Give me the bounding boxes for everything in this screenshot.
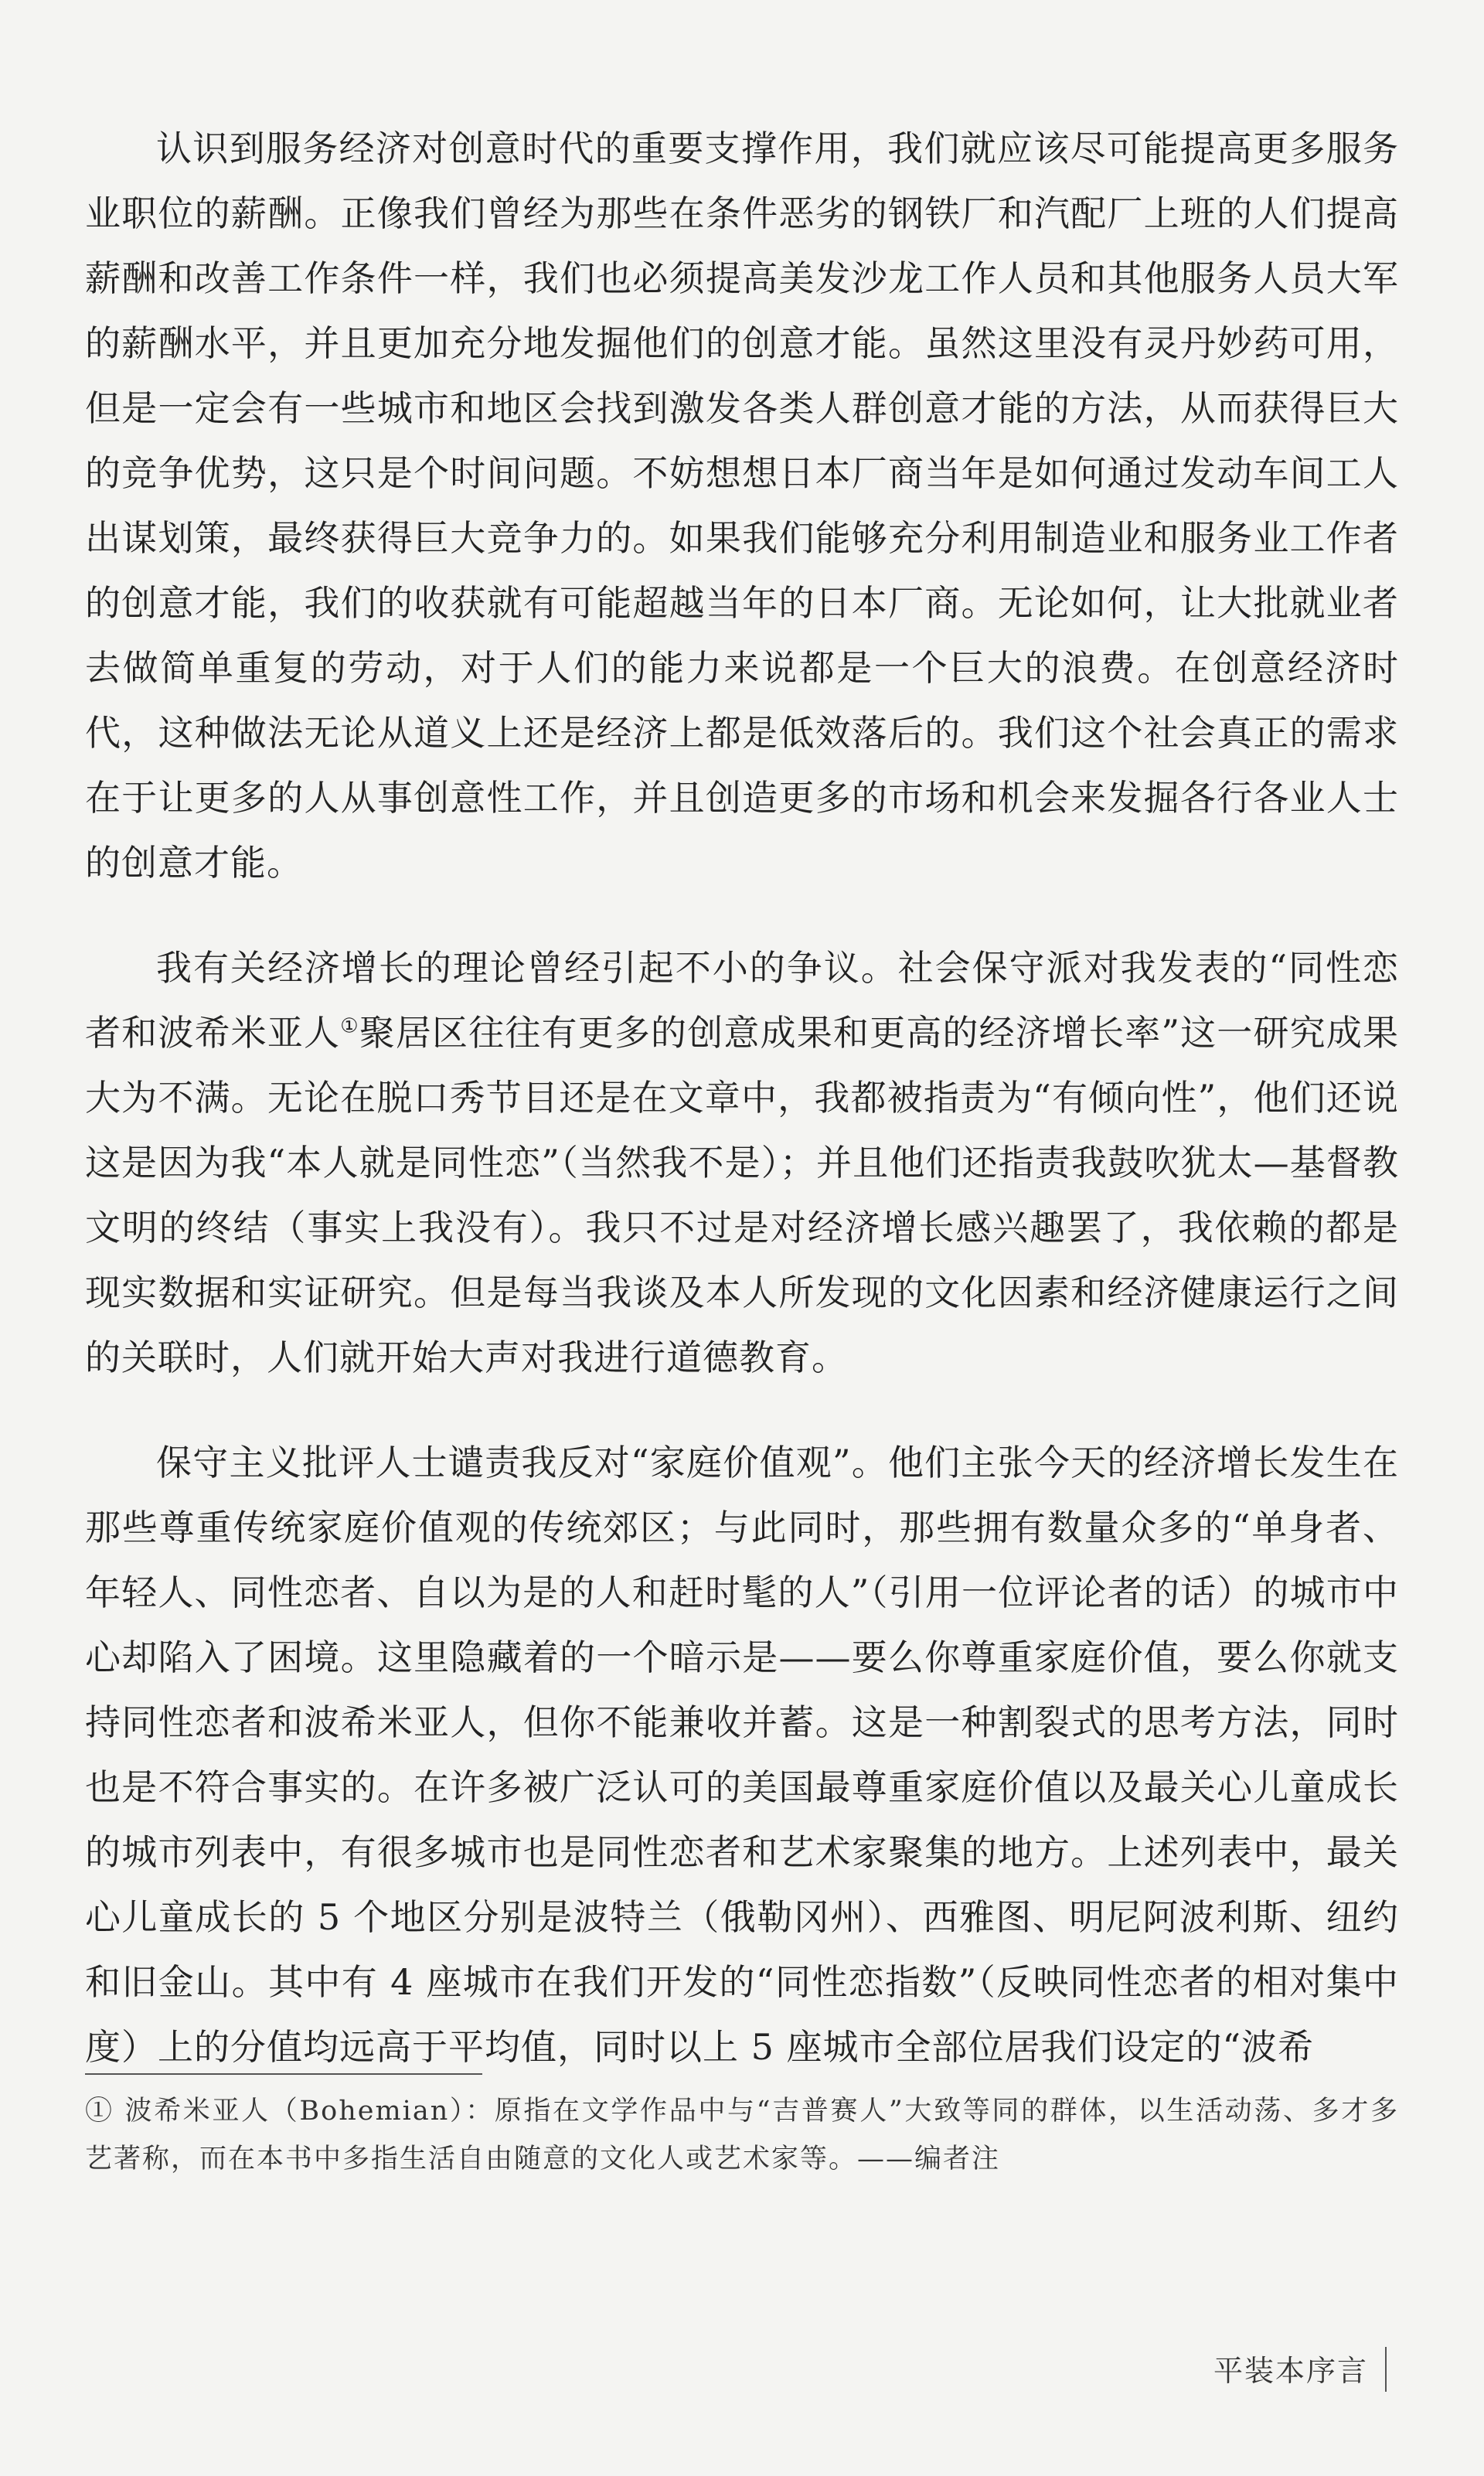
paragraph-2-part-1: 我有关经济增长的理论曾经引起不小的争议。社会保守派对我发表的“同性恋者和波希米亚人 bbox=[85, 947, 1399, 1054]
footnote-divider bbox=[85, 2073, 482, 2075]
footnote-text: 波希米亚人（Bohemian）：原指在文学作品中与“吉普赛人”大致等同的群体，以生活动荡、多才多艺著称，而在本书中多指生活自由随意的文化人或艺术家等。——编者注 bbox=[85, 2096, 1399, 2175]
paragraph-1: 认识到服务经济对创意时代的重要支撑作用，我们就应该尽可能提高更多服务业职位的薪酬。正像我们曾经为那些在条件恶劣的钢铁厂和汽配厂上班的人们提高薪酬和改善工作条件一样，我们也必须提高美发沙龙工作人员和其他服务人员大军的薪酬水平，并且更加充分地发掘他们的创意才能。虽然这里没有灵丹妙药可用，但是一定会有一些城市和地区会找到激发各类人群创意才能的方法，从而获得巨大的竞争优势，这只是个时间问题。不妨想想日本厂商当年是如何通过发动车间工人出谋划策，最终获得巨大竞争力的。如果我们能够充分利用制造业和服务业工作者的创意才能，我们的收获就有可能超越当年的日本厂商。无论如何，让大批就业者去做简单重复的劳动，对于人们的能力来说都是一个巨大的浪费。在创意经济时代，这种做法无论从道义上还是经济上都是低效落后的。我们这个社会真正的需求在于让更多的人从事创意性工作，并且创造更多的市场和机会来发掘各行各业人士的创意才能。 bbox=[85, 128, 1399, 884]
footnote bbox=[85, 2087, 1399, 2183]
footer-divider bbox=[1385, 2347, 1387, 2392]
running-footer-title: 平装本序言 bbox=[1213, 2354, 1368, 2388]
footnote-reference-mark: ① bbox=[340, 1014, 359, 1038]
footnote-mark: ① bbox=[85, 2096, 114, 2127]
paragraph-2-part-2: 聚居区往往有更多的创意成果和更高的经济增长率”这一研究成果大为不满。无论在脱口秀节目还是在文章中，我都被指责为“有倾向性”，他们还说这是因为我“本人就是同性恋”（当然我不是）；并且他们还指责我鼓吹犹太—基督教文明的终结（事实上我没有）。我只不过是对经济增长感兴趣罢了，我依赖的都是现实数据和实证研究。但是每当我谈及本人所发现的文化因素和经济健康运行之间的关联时，人们就开始大声对我进行道德教育。 bbox=[85, 1012, 1399, 1378]
paragraph-2 bbox=[85, 935, 1399, 1390]
body-text bbox=[85, 116, 1399, 2120]
paragraph-3: 保守主义批评人士谴责我反对“家庭价值观”。他们主张今天的经济增长发生在那些尊重传统家庭价值观的传统郊区；与此同时，那些拥有数量众多的“单身者、年轻人、同性恋者、自以为是的人和赶时髦的人”（引用一位评论者的话）的城市中心却陷入了困境。这里隐藏着的一个暗示是——要么你尊重家庭价值，要么你就支持同性恋者和波希米亚人，但你不能兼收并蓄。这是一种割裂式的思考方法，同时也是不符合事实的。在许多被广泛认可的美国最尊重家庭价值以及最关心儿童成长的城市列表中，有很多城市也是同性恋者和艺术家聚集的地方。上述列表中，最关心儿童成长的 5 个地区分别是波特兰（俄勒冈州）、西雅图、明尼阿波利斯、纽约和旧金山。其中有 4 座城市在我们开发的“同性恋指数”（反映同性恋者的相对集中度）上的分值均远高于平均值，同时以上 5 座城市全部位居我们设定的“波希 bbox=[85, 1442, 1399, 2068]
